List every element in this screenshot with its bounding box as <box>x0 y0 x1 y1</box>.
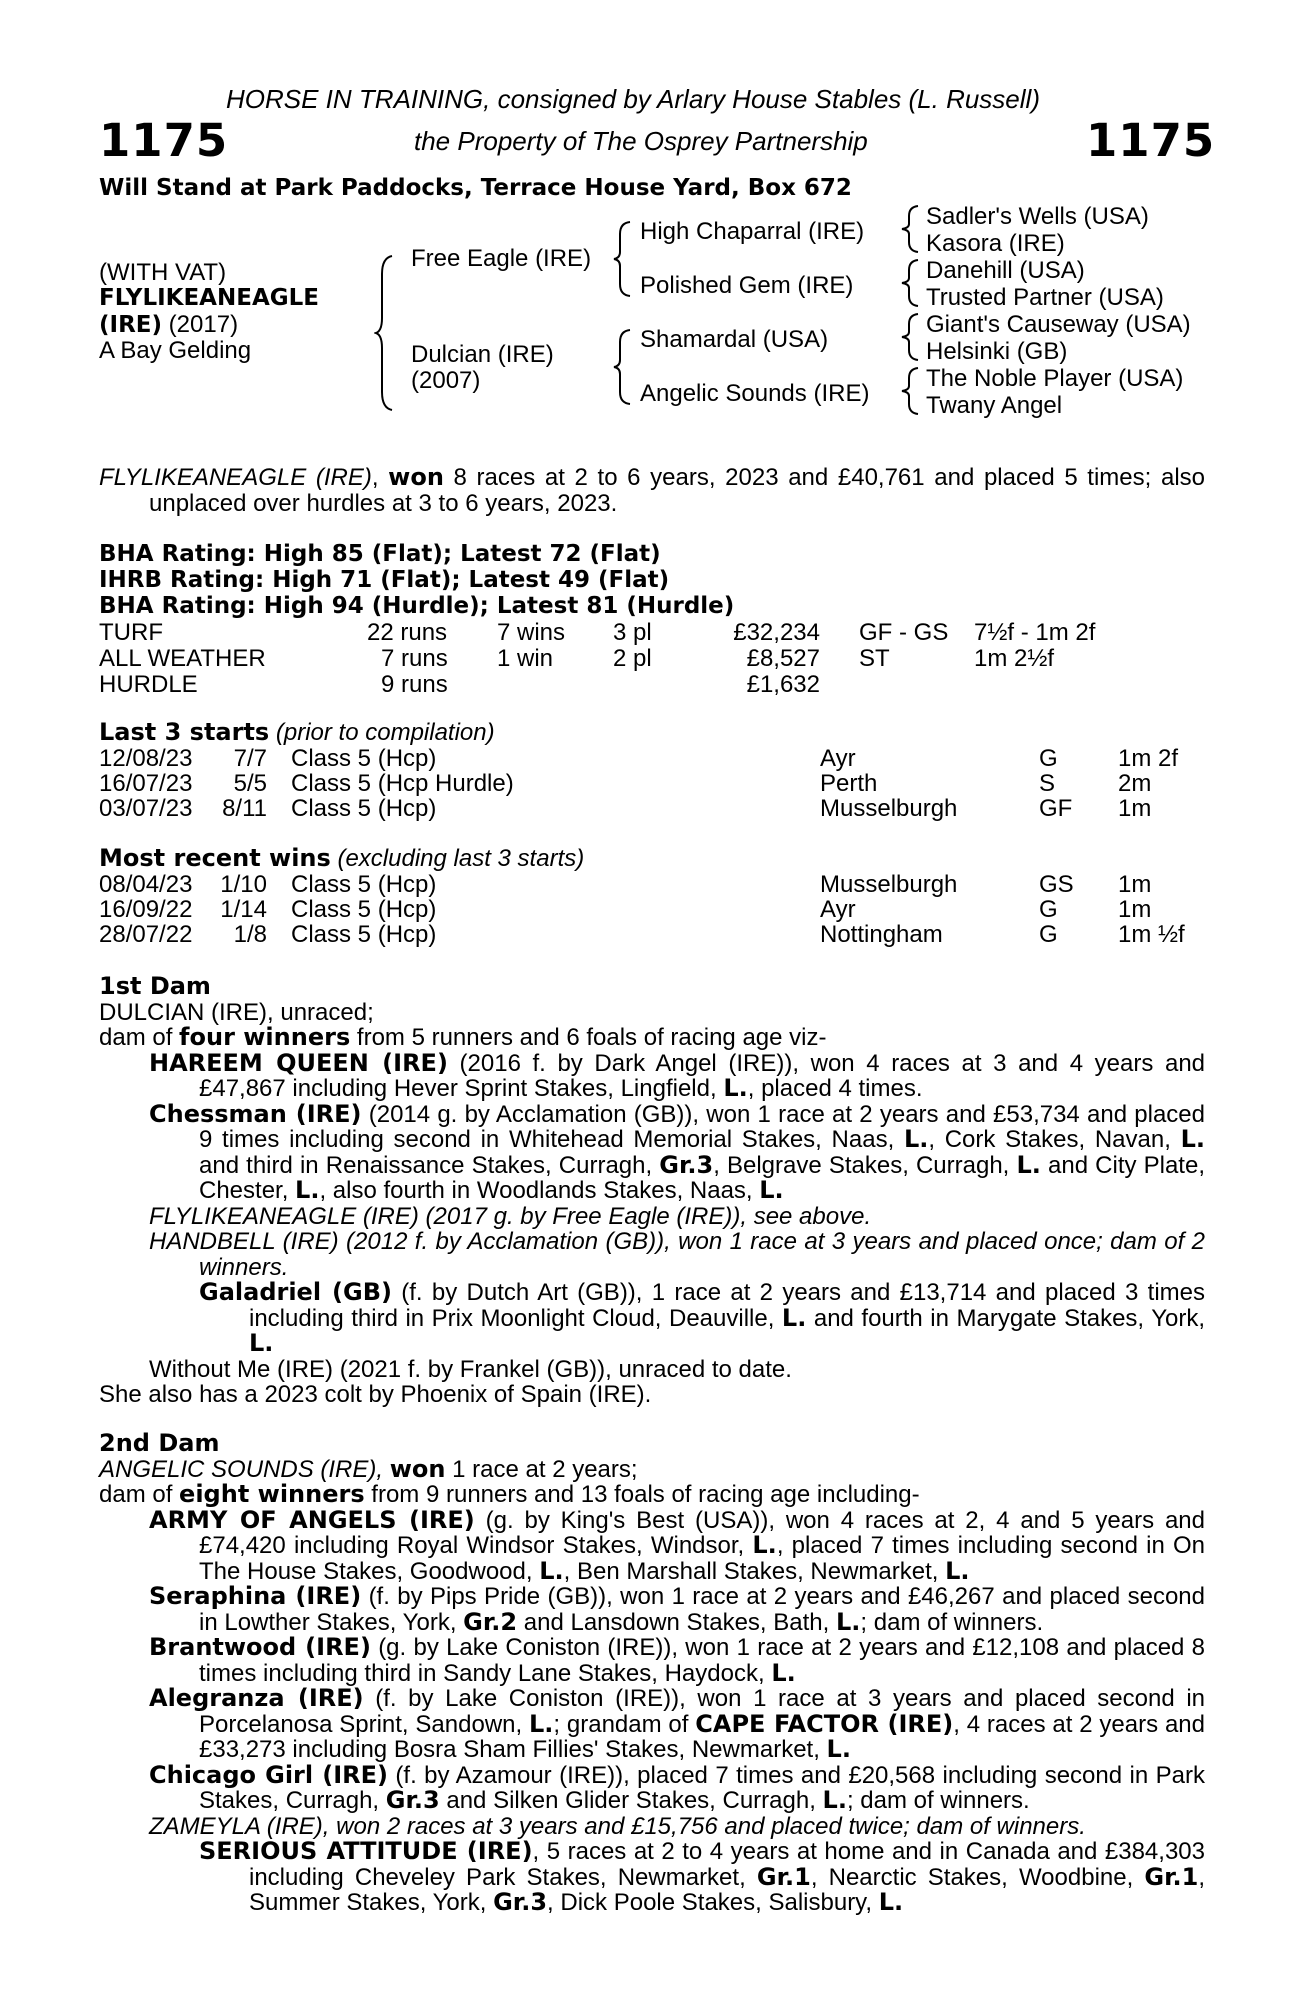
listed-tag: L. <box>945 1556 970 1585</box>
race-summary: FLYLIKEANEAGLE (IRE), won 8 races at 2 to 6 years, 2023 and £40,761 and placed 5 times; also unplaced over hurdles at 3 to 6 years, 2023. <box>99 463 1205 517</box>
record-surface: HURDLE <box>99 671 198 698</box>
won-label: won <box>389 1454 446 1483</box>
record-runs: 22 runs <box>367 619 448 646</box>
win-date: 28/07/22 <box>99 921 193 948</box>
record-runs: 7 runs <box>381 645 448 672</box>
listed-tag: L. <box>249 1329 274 1357</box>
record-runs: 9 runs <box>381 671 448 698</box>
win-date: 08/04/23 <box>99 871 193 898</box>
horse-name: FLYLIKEANEAGLE <box>99 285 319 311</box>
text: , also fourth in Woodlands Stakes, Naas, <box>319 1177 760 1204</box>
ancestor-ssd: Kasora (IRE) <box>926 230 1065 257</box>
text: dam of <box>99 1024 180 1051</box>
sire-sire: High Chaparral (IRE) <box>640 218 865 245</box>
stand-location: Will Stand at Park Paddocks, Terrace House Yard, Box 672 <box>99 175 852 201</box>
sire: Free Eagle (IRE) <box>411 245 592 272</box>
record-surface: ALL WEATHER <box>99 645 266 672</box>
listed-tag: L. <box>759 1176 784 1204</box>
last3-heading <box>99 720 495 746</box>
start-position: 8/11 <box>222 795 267 822</box>
second-dam-line <box>99 1454 1205 1483</box>
dam-sire: Shamardal (USA) <box>640 326 829 353</box>
text: , Nearctic Stakes, Woodbine, <box>810 1863 1145 1891</box>
start-course: Perth <box>820 770 878 797</box>
start-position: 5/5 <box>233 770 267 797</box>
brace-sd <box>900 258 922 308</box>
text: , Summer Stakes, York, <box>249 1863 1206 1916</box>
win-going: G <box>1039 896 1058 923</box>
start-race: Class 5 (Hcp) <box>291 745 437 772</box>
record-row <box>99 619 1219 645</box>
start-going: GF <box>1039 795 1073 822</box>
ancestor-sds: Danehill (USA) <box>926 257 1085 284</box>
listed-tag: L. <box>528 1709 554 1738</box>
horse-origin <box>99 312 238 339</box>
consignor-line: HORSE IN TRAINING, consigned by Arlary House Stables (L. Russell) <box>226 84 1040 114</box>
start-date: 16/07/23 <box>99 770 193 797</box>
start-race: Class 5 (Hcp) <box>291 795 437 822</box>
property-line: the Property of The Osprey Partnership <box>414 126 868 156</box>
text: , Dick Poole Stakes, Salisbury, <box>547 1889 879 1916</box>
record-distance: 1m 2½f <box>974 645 1055 672</box>
record-row <box>99 645 1219 671</box>
produce-colt: She also has a 2023 colt by Phoenix of Spain (IRE). <box>99 1381 652 1408</box>
produce-army-of-angels <box>99 1505 1206 1585</box>
text: and fourth in Marygate Stakes, York, <box>806 1304 1206 1332</box>
summary-won: won <box>388 463 444 491</box>
record-wins: 7 wins <box>497 619 566 646</box>
text: , 5 races at 2 to 4 years at home and in Canada and £384,303 including Cheveley Park Stakes, Newmarket, <box>249 1838 1205 1891</box>
text: , 4 races at 2 years and £33,273 including Bosra Sham Fillies' Stakes, Newmarket, <box>199 1710 1205 1763</box>
listed-tag: L. <box>1016 1150 1041 1179</box>
win-race: Class 5 (Hcp) <box>291 921 437 948</box>
win-position: 1/14 <box>220 896 267 923</box>
win-date: 16/09/22 <box>99 896 193 923</box>
record-placed: 2 pl <box>613 645 652 672</box>
win-distance: 1m <box>1118 871 1152 898</box>
start-row <box>99 770 1219 796</box>
start-distance: 2m <box>1118 770 1152 797</box>
brace-dd <box>900 366 922 416</box>
text: ; dam of winners. <box>846 1787 1030 1814</box>
text: (f. by Azamour (IRE)), placed 7 times and £20,568 including second in Park Stakes, Curragh, <box>199 1761 1205 1814</box>
rating-ihrb-flat: IHRB Rating: High 71 (Flat); Latest 49 (Flat) <box>99 567 670 593</box>
ancestor-sss: Sadler's Wells (USA) <box>926 203 1149 230</box>
sire-dam: Polished Gem (IRE) <box>640 272 854 299</box>
record-going: GF - GS <box>859 619 949 646</box>
win-course: Ayr <box>820 896 856 923</box>
text: , Ben Marshall Stakes, Newmarket, <box>563 1557 946 1585</box>
win-course: Nottingham <box>820 921 943 948</box>
win-going: G <box>1039 921 1058 948</box>
listed-tag: L. <box>723 1074 748 1102</box>
horse-name: Chicago Girl (IRE) <box>149 1760 388 1789</box>
lot-number-right: 1175 <box>1086 114 1216 167</box>
group-tag: Gr.1 <box>756 1862 811 1891</box>
brace-ss <box>900 204 922 254</box>
brace-ds <box>900 312 922 362</box>
horse-description: A Bay Gelding <box>99 337 252 364</box>
listed-tag: L. <box>822 1786 847 1814</box>
first-dam-section <box>99 974 1205 1408</box>
record-wins: 1 win <box>497 645 554 672</box>
produce-galadriel <box>99 1280 1205 1357</box>
ancestor-ddd: Twany Angel <box>926 392 1063 419</box>
winners-count: four winners <box>179 1023 351 1051</box>
start-row <box>99 795 1219 821</box>
text: and third in Renaissance Stakes, Curragh, <box>199 1151 660 1179</box>
ancestor-dsd: Helsinki (GB) <box>926 338 1068 365</box>
text: ; grandam of <box>553 1710 696 1738</box>
text: (g. by King's Best (USA)), won 4 races at 2, 4 and 5 years and £74,420 including Royal Windsor Stakes, Windsor, <box>199 1506 1205 1559</box>
text: ; dam of winners. <box>860 1608 1044 1636</box>
ancestor-dss: Giant's Causeway (USA) <box>926 311 1191 338</box>
text: , Belgrave Stakes, Curragh, <box>713 1151 1017 1179</box>
summary-name: FLYLIKEANEAGLE (IRE) <box>99 464 372 491</box>
horse-name: ARMY OF ANGELS (IRE) <box>149 1505 475 1534</box>
win-row <box>99 921 1219 947</box>
text: (2014 g. by Acclamation (GB)), won 1 race at 2 years and £53,734 and placed 9 times including second in Whitehead Memorial Stakes, Naas, <box>199 1100 1205 1153</box>
horse-name: Alegranza (IRE) <box>149 1684 364 1712</box>
listed-tag: L. <box>295 1176 320 1204</box>
second-dam-section <box>99 1431 1205 1916</box>
record-prize: £1,632 <box>746 671 820 698</box>
recent-title: Most recent wins <box>99 844 331 872</box>
text: (2016 f. by Dark Angel (IRE)), won 4 races at 3 and 4 years and £47,867 including Hever Sprint Stakes, Lingfield, <box>199 1049 1206 1102</box>
produce-brantwood <box>99 1635 1205 1686</box>
horse-name: Chessman (IRE) <box>149 1099 362 1128</box>
produce-hareem-queen <box>99 1048 1206 1102</box>
text: 1 race at 2 years; <box>445 1455 638 1483</box>
record-placed: 3 pl <box>613 619 652 646</box>
start-position: 7/7 <box>233 745 267 772</box>
text: (f. by Lake Coniston (IRE)), won 1 race at 3 years and placed second in Porcelanosa Sprint, Sandown, <box>199 1685 1205 1738</box>
produce-zameyla: ZAMEYLA (IRE), won 2 races at 3 years and £15,756 and placed twice; dam of winners. <box>149 1812 1086 1840</box>
win-course: Musselburgh <box>820 871 958 898</box>
start-date: 03/07/23 <box>99 795 193 822</box>
brace-sire-dam <box>374 254 396 412</box>
horse-year: (2017) <box>162 311 239 338</box>
produce-flylikeaneagle: FLYLIKEANEAGLE (IRE) (2017 g. by Free Eagle (IRE)), see above. <box>149 1202 872 1230</box>
start-going: G <box>1039 745 1058 772</box>
group-tag: Gr.3 <box>385 1786 440 1814</box>
record-prize: £32,234 <box>733 619 820 646</box>
start-distance: 1m 2f <box>1118 745 1179 772</box>
produce-seraphina <box>99 1584 1205 1635</box>
text: and Silken Glider Stakes, Curragh, <box>439 1787 823 1814</box>
ancestor-dds: The Noble Player (USA) <box>926 365 1184 392</box>
start-race: Class 5 (Hcp Hurdle) <box>291 770 514 797</box>
produce-handbell: HANDBELL (IRE) (2012 f. by Acclamation (GB)), won 1 race at 3 years and placed once; dam of 2 winners. <box>149 1228 1205 1281</box>
start-distance: 1m <box>1118 795 1152 822</box>
text: from 5 runners and 6 foals of racing age viz- <box>350 1024 827 1051</box>
second-dam-title: 2nd Dam <box>99 1429 220 1457</box>
group-tag: Gr.1 <box>1144 1862 1199 1891</box>
dam-year: (2007) <box>411 367 481 394</box>
produce-without-me: Without Me (IRE) (2021 f. by Frankel (GB)), unraced to date. <box>149 1355 792 1383</box>
horse-name: Brantwood (IRE) <box>149 1633 371 1661</box>
start-going: S <box>1039 770 1056 797</box>
win-race: Class 5 (Hcp) <box>291 896 437 923</box>
listed-tag: L. <box>1180 1125 1205 1153</box>
horse-name: Galadriel (GB) <box>199 1278 392 1306</box>
first-dam-produce <box>99 1025 1205 1051</box>
first-dam-title: 1st Dam <box>99 972 211 1000</box>
record-distance: 7½f - 1m 2f <box>974 619 1096 646</box>
horse-name: SERIOUS ATTITUDE (IRE) <box>199 1837 533 1865</box>
first-dam-line: DULCIAN (IRE), unraced; <box>99 998 374 1026</box>
text: , placed 4 times. <box>747 1075 923 1102</box>
recent-note: (excluding last 3 starts) <box>330 845 585 872</box>
record-surface: TURF <box>99 619 163 646</box>
dam: Dulcian (IRE) <box>411 341 554 368</box>
listed-tag: L. <box>771 1658 796 1687</box>
group-tag: Gr.3 <box>493 1888 548 1916</box>
horse-name: HAREEM QUEEN (IRE) <box>149 1048 448 1077</box>
win-position: 1/10 <box>220 871 267 898</box>
second-dam-produce <box>99 1482 1205 1508</box>
win-race: Class 5 (Hcp) <box>291 871 437 898</box>
produce-chicago-girl <box>99 1760 1205 1814</box>
summary-text1: 8 races at 2 to 6 years, 2023 and £40,761 and placed 5 times; <box>443 464 1152 491</box>
win-row <box>99 871 1219 897</box>
group-tag: Gr.2 <box>463 1607 518 1636</box>
last3-title: Last 3 starts <box>99 718 270 746</box>
start-row <box>99 745 1219 771</box>
last3-note: (prior to compilation) <box>269 719 495 746</box>
brace-dam-line <box>612 328 634 406</box>
listed-tag: L. <box>903 1125 929 1153</box>
start-course: Musselburgh <box>820 795 958 822</box>
win-position: 1/8 <box>233 921 267 948</box>
group-tag: Gr.3 <box>659 1150 714 1179</box>
brace-sire-line <box>612 220 634 298</box>
text: , placed 7 times including second in On The House Stakes, Goodwood, <box>199 1532 1206 1585</box>
listed-tag: L. <box>539 1556 564 1585</box>
listed-tag: L. <box>826 1735 851 1763</box>
listed-tag: L. <box>835 1607 861 1636</box>
dam-dam: Angelic Sounds (IRE) <box>640 380 870 407</box>
produce-alegranza <box>99 1686 1205 1763</box>
recent-wins-heading <box>99 846 584 872</box>
horse-country: (IRE) <box>99 312 163 338</box>
start-course: Ayr <box>820 745 856 772</box>
second-dam-name: ANGELIC SOUNDS (IRE), <box>99 1455 390 1483</box>
text: and Lansdown Stakes, Bath, <box>517 1608 836 1636</box>
text: (g. by Lake Coniston (IRE)), won 1 race at 2 years and £12,108 and placed 8 times including third in Sandy Lane Stakes, Haydock, <box>199 1634 1206 1687</box>
record-prize: £8,527 <box>746 645 820 672</box>
listed-tag: L. <box>781 1303 807 1332</box>
horse-name: CAPE FACTOR (IRE) <box>695 1709 954 1738</box>
produce-serious-attitude <box>99 1839 1205 1916</box>
text: dam of <box>99 1481 180 1508</box>
winners-count: eight winners <box>179 1480 365 1508</box>
win-row <box>99 896 1219 922</box>
listed-tag: L. <box>878 1888 904 1916</box>
start-date: 12/08/23 <box>99 745 193 772</box>
vat-note: (WITH VAT) <box>99 259 227 286</box>
text: , Cork Stakes, Navan, <box>928 1126 1181 1153</box>
summary-text2: also unplaced over hurdles at 3 to 6 years, 2023. <box>149 464 1205 517</box>
rating-bha-flat: BHA Rating: High 85 (Flat); Latest 72 (Flat) <box>99 541 661 567</box>
listed-tag: L. <box>752 1531 777 1559</box>
horse-name: Seraphina (IRE) <box>149 1582 362 1610</box>
record-going: ST <box>859 645 890 672</box>
ancestor-sdd: Trusted Partner (USA) <box>926 284 1164 311</box>
produce-chessman <box>99 1099 1205 1204</box>
win-distance: 1m ½f <box>1118 921 1185 948</box>
text: (f. by Dutch Art (GB)), 1 race at 2 years and £13,714 and placed 3 times including third in Prix Moonlight Cloud, Deauville, <box>249 1279 1205 1332</box>
rating-bha-hurdle: BHA Rating: High 94 (Hurdle); Latest 81 (Hurdle) <box>99 593 735 619</box>
record-row <box>99 671 1219 697</box>
text: (f. by Pips Pride (GB)), won 1 race at 2 years and £46,267 and placed second in Lowther Stakes, York, <box>199 1583 1206 1636</box>
lot-number-left: 1175 <box>99 114 229 167</box>
win-going: GS <box>1039 871 1074 898</box>
win-distance: 1m <box>1118 896 1152 923</box>
text: from 9 runners and 13 foals of racing age including- <box>364 1481 920 1508</box>
text: and City Plate, Chester, <box>199 1151 1205 1204</box>
